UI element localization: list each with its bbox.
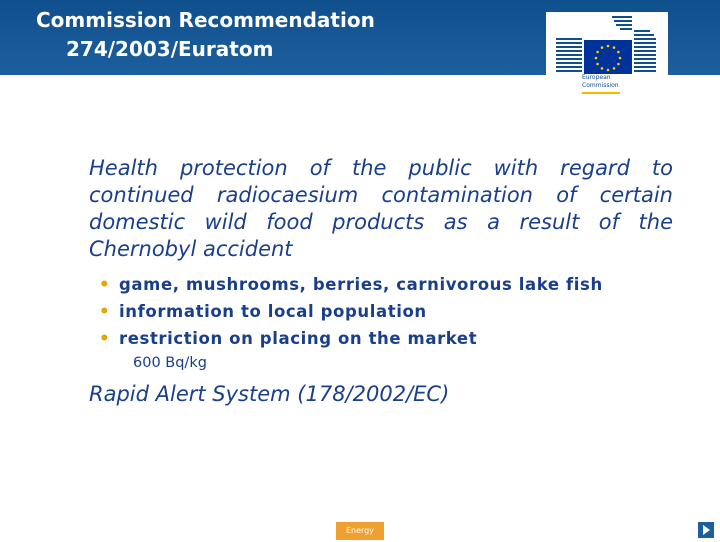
sub-item: 600 Bq/kg xyxy=(133,355,207,371)
bullet-item xyxy=(99,271,673,298)
bullet-text: information to local population xyxy=(119,302,427,321)
closing-paragraph: Rapid Alert System (178/2002/EC) xyxy=(89,382,450,406)
logo-caption xyxy=(582,74,642,90)
footer-tab-energy[interactable]: Energy xyxy=(336,522,384,540)
bullet-dot-icon: • xyxy=(99,329,111,348)
bullet-dot-icon: • xyxy=(99,302,111,321)
bullet-text: restriction on placing on the market xyxy=(119,329,478,348)
bullet-text: game, mushrooms, berries, carnivorous lake fish xyxy=(119,275,603,294)
bullet-dot-icon: • xyxy=(99,275,111,294)
bullet-item xyxy=(99,298,673,325)
slide-title xyxy=(36,6,506,64)
slide-title-line2: 274/2003/Euratom xyxy=(66,37,274,61)
logo-underline xyxy=(582,92,620,94)
intro-paragraph: Health protection of the public with regard to continued radiocaesium contamination of certain domestic wild food products as a result of the Chernobyl accident xyxy=(89,156,673,261)
next-arrow-icon[interactable] xyxy=(698,522,714,538)
logo-caption-line1: European xyxy=(582,74,611,81)
slide-body xyxy=(89,155,673,408)
logo-caption-line2: Commission xyxy=(582,82,619,89)
slide-title-line1: Commission Recommendation xyxy=(36,8,375,32)
bullet-item xyxy=(99,325,673,352)
bullet-list xyxy=(99,271,673,352)
